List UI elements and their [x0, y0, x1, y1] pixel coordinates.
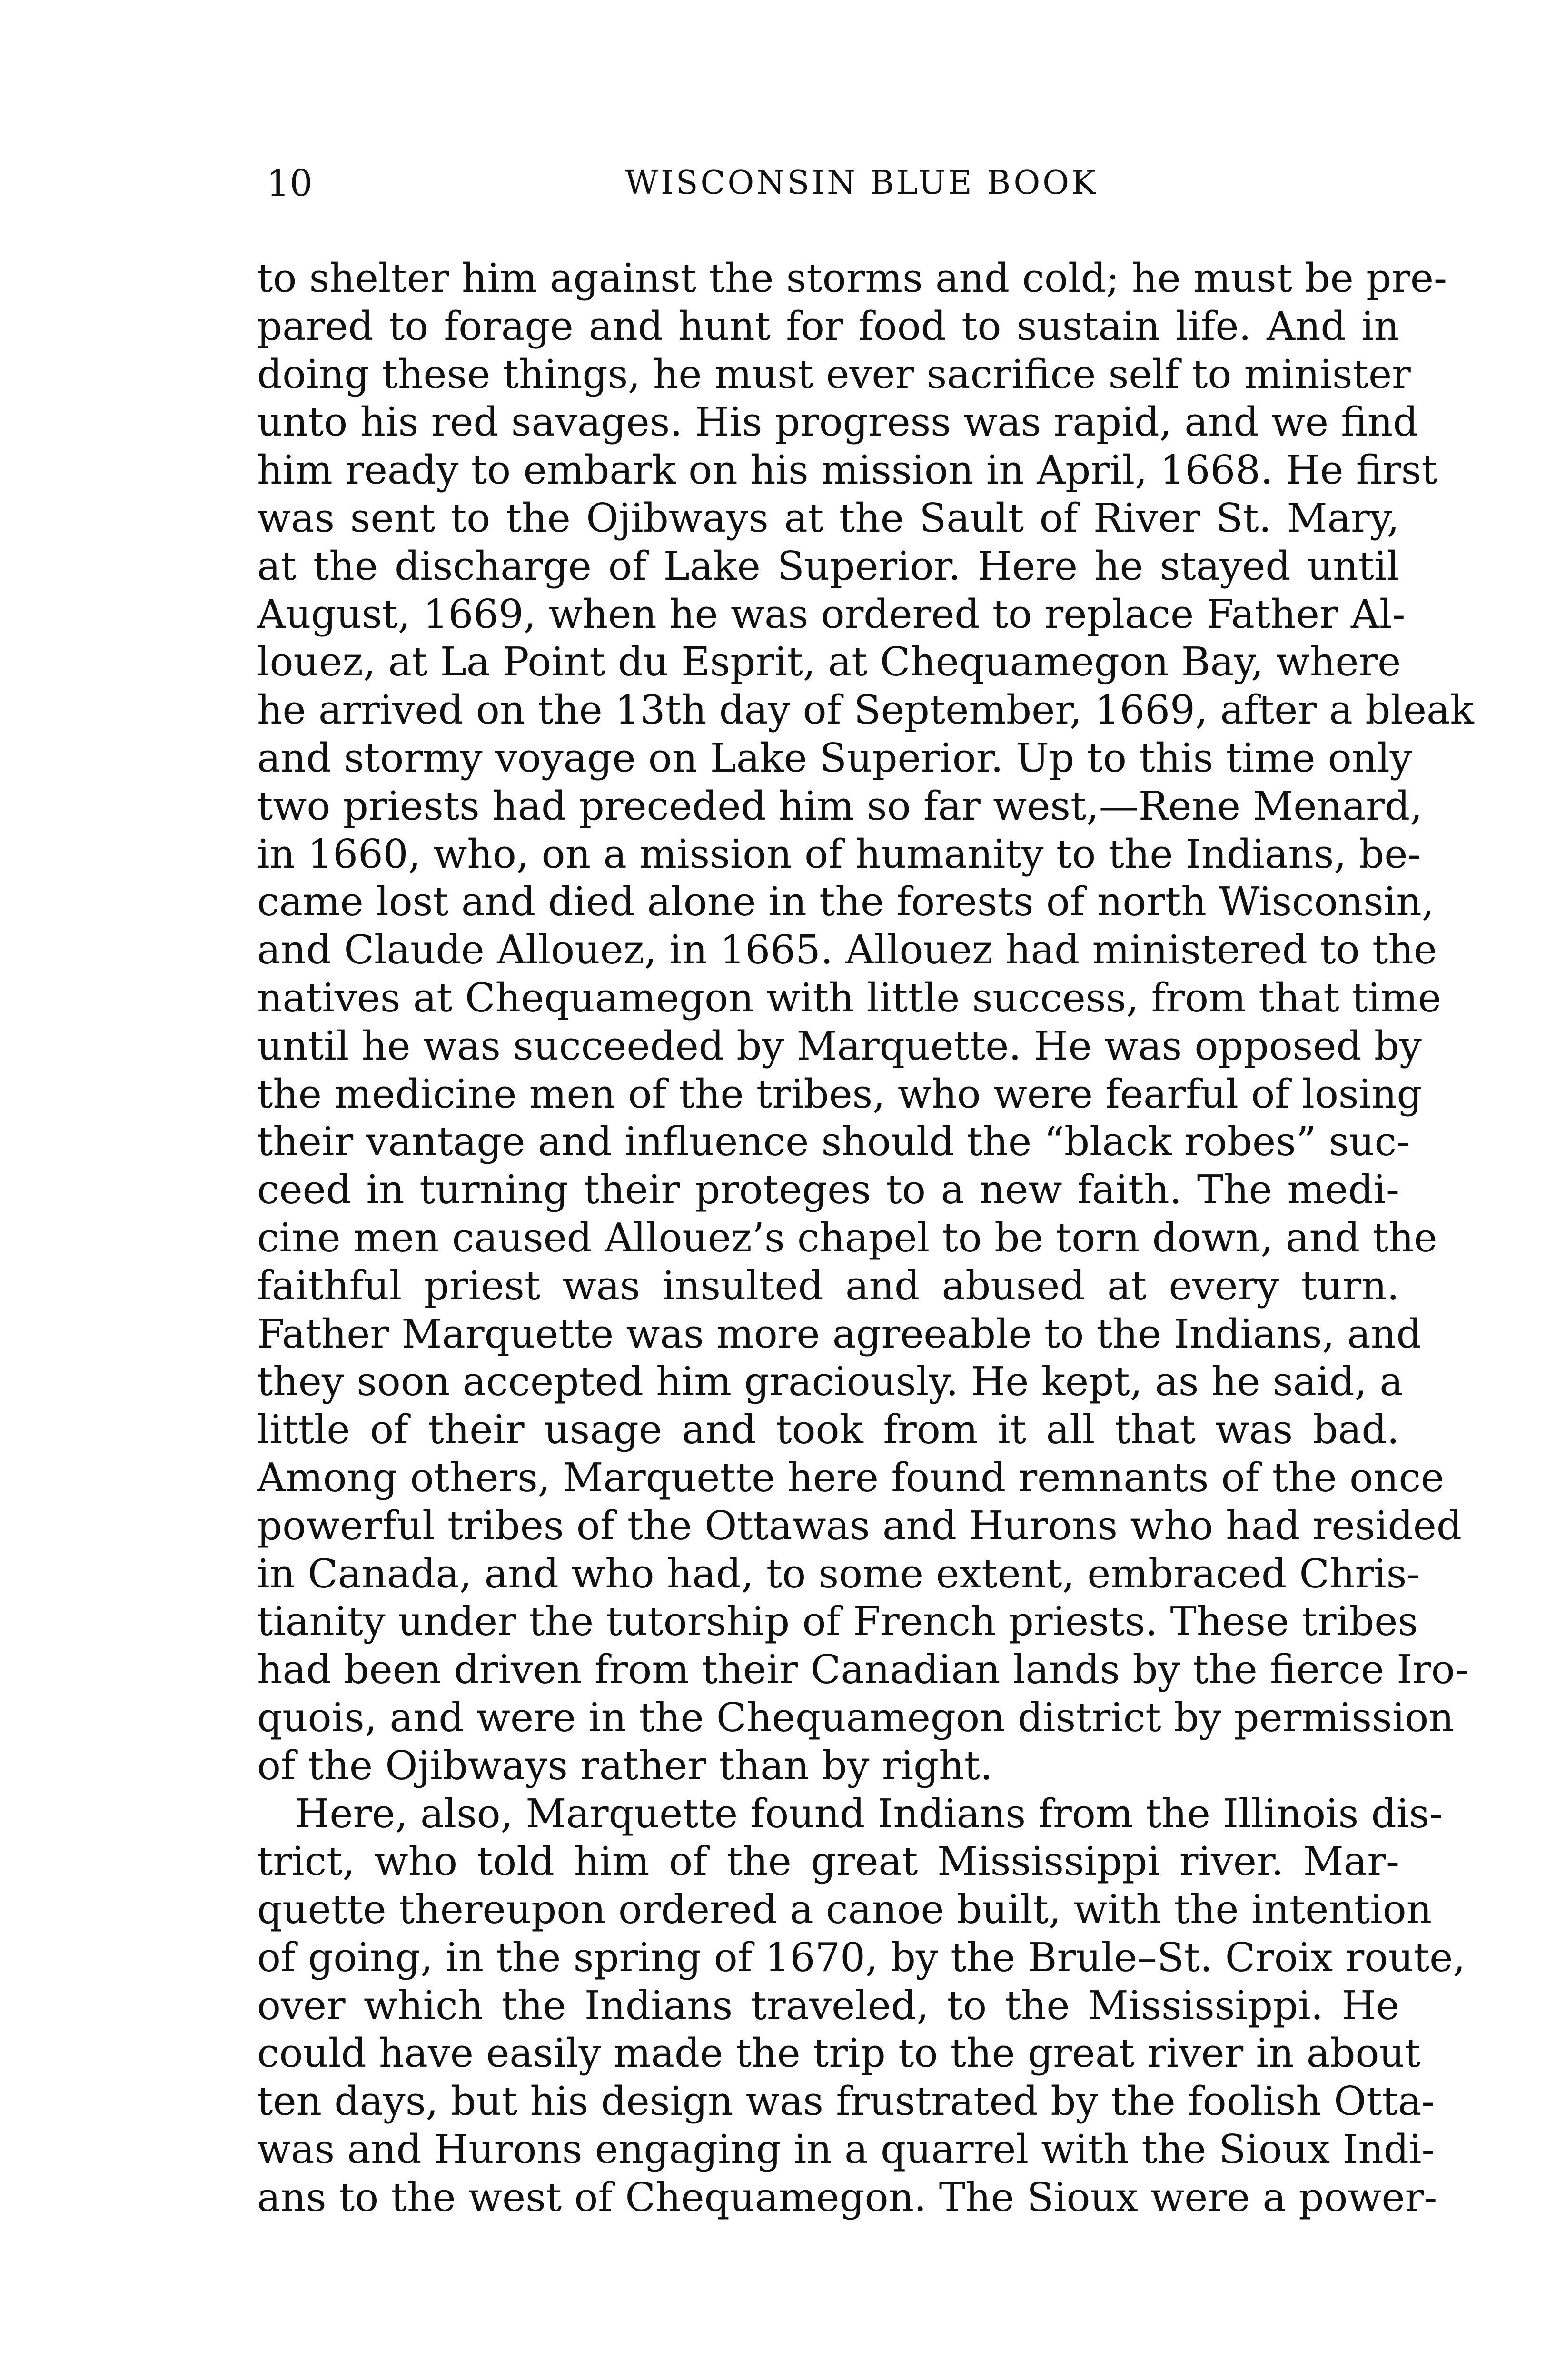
- text-line: quette thereupon ordered a canoe built, with the intention: [257, 1886, 1432, 1933]
- text-line: to shelter him against the storms and cold; he must be pre-: [257, 255, 1447, 301]
- text-line: Here, also, Marquette found Indians from the Illinois dis-: [295, 1790, 1443, 1837]
- text-line: quois, and were in the Chequamegon district by permission: [257, 1694, 1454, 1741]
- text-line: ceed in turning their proteges to a new faith. The medi-: [257, 1167, 1399, 1213]
- running-head: WISCONSIN BLUE BOOK: [625, 164, 1098, 202]
- text-line: trict, who told him of the great Mississippi river. Mar-: [257, 1838, 1399, 1885]
- text-line: ans to the west of Chequamegon. The Sioux were a power-: [257, 2174, 1437, 2221]
- text-line: was and Hurons engaging in a quarrel with the Sioux Indi-: [257, 2126, 1435, 2173]
- text-line: Among others, Marquette here found remnants of the once: [257, 1454, 1445, 1501]
- text-line: August, 1669, when he was ordered to replace Father Al-: [257, 591, 1406, 637]
- text-line: over which the Indians traveled, to the Mississippi. He: [257, 1982, 1399, 2029]
- text-line: ten days, but his design was frustrated by the foolish Otta-: [257, 2078, 1435, 2125]
- text-line: until he was succeeded by Marquette. He was opposed by: [257, 1022, 1422, 1069]
- text-line: their vantage and influence should the “black robes” suc-: [257, 1119, 1410, 1165]
- paragraph-1: [257, 255, 1474, 1790]
- text-line: could have easily made the trip to the great river in about: [257, 2030, 1421, 2077]
- text-line: unto his red savages. His progress was rapid, and we find: [257, 399, 1418, 446]
- text-line: came lost and died alone in the forests of north Wisconsin,: [257, 879, 1435, 925]
- text-line: they soon accepted him graciously. He kept, as he said, a: [257, 1359, 1403, 1405]
- page-header: [267, 159, 1399, 217]
- body-text: [257, 255, 1474, 2222]
- text-line: him ready to embark on his mission in April, 1668. He first: [257, 447, 1437, 494]
- text-line: Father Marquette was more agreeable to the Indians, and: [257, 1310, 1422, 1357]
- page-number: 10: [267, 162, 313, 204]
- text-line: powerful tribes of the Ottawas and Hurons who had resided: [257, 1502, 1462, 1549]
- text-line: and stormy voyage on Lake Superior. Up to this time only: [257, 734, 1412, 781]
- text-line: he arrived on the 13th day of September, 1669, after a bleak: [257, 687, 1474, 734]
- text-line: had been driven from their Canadian lands by the fierce Iro-: [257, 1646, 1468, 1693]
- text-line: the medicine men of the tribes, who were fearful of losing: [257, 1071, 1422, 1117]
- text-line: was sent to the Ojibways at the Sault of River St. Mary,: [257, 495, 1399, 541]
- text-line: little of their usage and took from it all that was bad.: [257, 1407, 1399, 1453]
- text-line: of the Ojibways rather than by right.: [257, 1742, 993, 1789]
- text-line: natives at Chequamegon with little success, from that time: [257, 974, 1441, 1021]
- paragraph-2: [257, 1790, 1466, 2222]
- text-line: cine men caused Allouez’s chapel to be torn down, and the: [257, 1214, 1437, 1261]
- text-line: pared to forage and hunt for food to sustain life. And in: [257, 303, 1399, 349]
- text-line: in Canada, and who had, to some extent, embraced Chris-: [257, 1550, 1420, 1597]
- text-line: and Claude Allouez, in 1665. Allouez had ministered to the: [257, 927, 1437, 973]
- text-line: two priests had preceded him so far west,—Rene Menard,: [257, 783, 1423, 829]
- text-line: doing these things, he must ever sacrifice self to minister: [257, 351, 1411, 397]
- text-line: in 1660, who, on a mission of humanity to the Indians, be-: [257, 831, 1421, 877]
- text-line: faithful priest was insulted and abused at every turn.: [257, 1262, 1399, 1309]
- text-line: at the discharge of Lake Superior. Here he stayed until: [257, 543, 1399, 589]
- text-line: of going, in the spring of 1670, by the Brule–St. Croix route,: [257, 1934, 1466, 1981]
- text-line: tianity under the tutorship of French priests. These tribes: [257, 1598, 1418, 1645]
- text-line: louez, at La Point du Esprit, at Chequamegon Bay, where: [257, 639, 1401, 685]
